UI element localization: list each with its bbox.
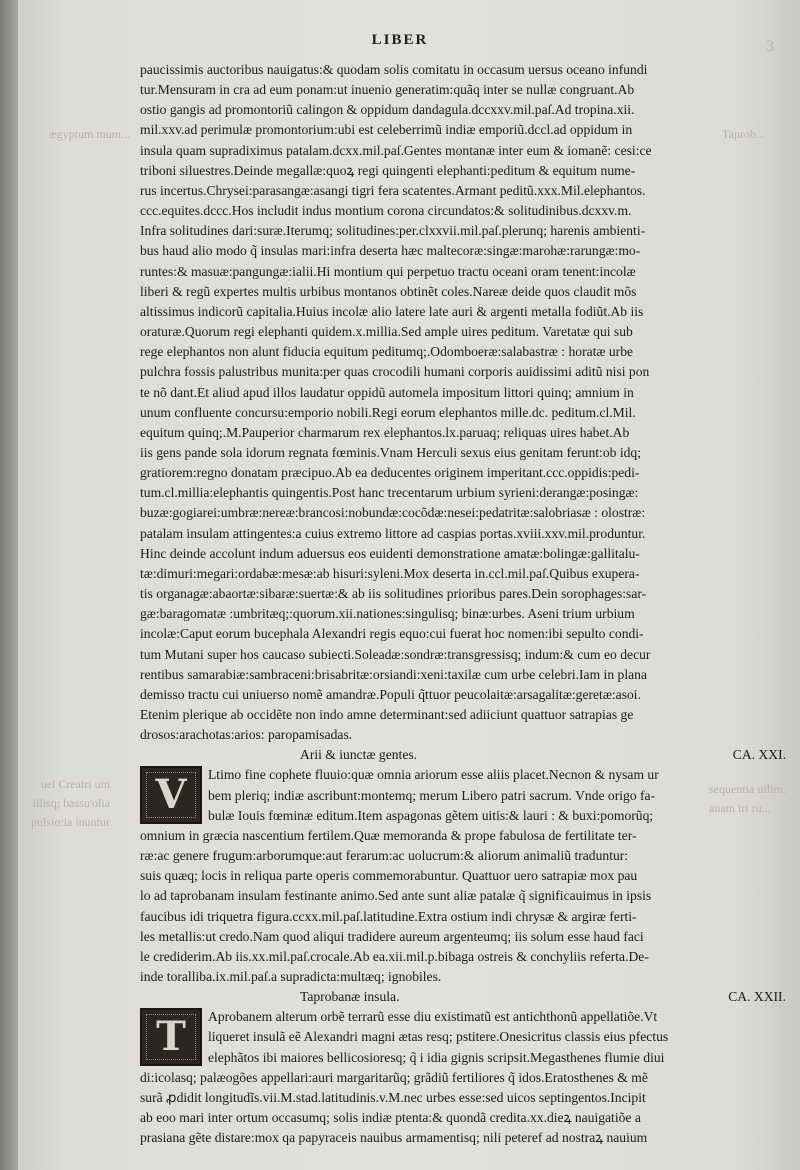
text-line: omnium in græcia nascentium fertilem.Quæ memoranda & prope fabulosa de fertilitate ter- xyxy=(140,827,637,843)
text-line: le crediderim.Ab iis.xx.mil.paſ.crocale.Ab ea.xii.mil.p.bibaga ostreis & conchyliis referta.De- xyxy=(140,948,649,964)
text-line: te nõ dant.Et aliud apud illos laudatur oppidũ automela impositum littori quinq; amnium in xyxy=(140,384,634,400)
text-line: bulæ Iouis fœminæ editum.Item aspagonas gẽtem uitis:& lauri : & buxi:pomorũq; xyxy=(208,807,654,823)
chapter-heading-xxi xyxy=(140,745,788,765)
text-line: prasiana gẽte distare:mox qa papyraceis nauibus armamentisq; nili peteref ad nostraꝝ nauium xyxy=(140,1130,648,1146)
text-line: ræ:ac genere frugum:arborumque:aut ferarum:ac uolucrum:& aliorum animaliũ traduntur: xyxy=(140,848,629,864)
text-line: pulchra fossis palustribus munita:per quas crocodili humani corporis auidissimi aditũ nisi pon xyxy=(140,364,650,380)
chapter-heading-xxii xyxy=(140,987,788,1007)
main-text-block xyxy=(140,60,788,1148)
text-line: runtes:& masuæ:pangungæ:ialii.Hi montium qui perpetuo tractu oceani oram tenent:incolæ xyxy=(140,263,636,279)
text-line: equitum quinq;.M.Pauperior charmarum rex elephantos.lx.paruaq; reliquas uires habet.Ab xyxy=(140,424,630,440)
text-line: tis organagæ:abaortæ:sibaræ:suertæ:& ab iis solitudines prioribus pares.Dein sorophages:sar- xyxy=(140,586,647,602)
chapter-xxii-text xyxy=(140,1068,788,1149)
text-line: paucissimis auctoribus nauigatus:& quodam solis comitatu in occasum uersus oceano infundi xyxy=(140,62,648,77)
text-line: mil.xxv.ad perimulæ promontorium:ubi est celeberrimũ indiæ emporiũ.dccl.ad oppidum in xyxy=(140,122,633,138)
text-line: Aprobanem alterum orbẽ terrarũ esse diu existimatũ est antichthonũ appellatiõe.Vt xyxy=(208,1009,658,1025)
initial-lines xyxy=(208,765,788,825)
text-line: incolæ:Caput eorum bucephala Alexandri regis equo:cui fuerat hoc nomen:ibi sepulto condi- xyxy=(140,626,644,642)
chapter-number: CA. XXII. xyxy=(728,989,786,1005)
text-line: drosos:arachotas:arios: paropamisadas. xyxy=(140,727,353,743)
decorated-initial-v: V xyxy=(140,766,202,824)
text-line: Etenim plerique ab occidẽte non indo amne determinant:sed adiiciunt quattuor satrapias ge xyxy=(140,707,634,722)
text-line: suis quæq; locis in reliqua parte operis commemorabuntur. Quattuor uero satrapiæ mox pau xyxy=(140,868,638,884)
decorated-initial-t: T xyxy=(140,1008,202,1066)
bleed-through-text-right: sequentia uilim: anam iri ru... xyxy=(709,782,786,815)
bleed-through-text-right-top: Taprob... xyxy=(722,127,765,141)
bleed-through-text-left: uel Creatri um illisq; bassu'olia pulsio:ia inuntur xyxy=(31,777,110,829)
text-line: les metallis:ut credo.Nam quod aliqui tradidere aureum argenteumq; iis solum esse haud faci xyxy=(140,928,644,944)
chapter-number: CA. XXI. xyxy=(732,747,786,763)
chapter-xxii-opening xyxy=(140,1007,788,1067)
body-paragraph xyxy=(140,60,788,745)
text-line: di:icolasq; palæogões appellari:auri margaritarũq; grãdiũ fertiliores q̃ idos.Eratosthenes & mẽ xyxy=(140,1069,648,1085)
chapter-title: Taprobanæ insula. xyxy=(300,989,400,1005)
initial-lines xyxy=(208,1007,788,1067)
folio-mark: 3 xyxy=(766,38,774,55)
text-line: bem pleriq; indiæ ascribunt:montemq; merum Libero patri sacrum. Vnde origo fa- xyxy=(208,787,656,803)
text-line: inde toralliba.ix.mil.paſ.a supradicta:multæq; ignobiles. xyxy=(140,969,442,985)
text-line: rus incertus.Chrysei:parasangæ:asangi tigri fera scatentes.Armant peditũ.xxx.Mil.elephantos. xyxy=(140,182,646,198)
text-line: Ltimo fine cophete fluuio:quæ omnia ariorum esse aliis placet.Necnon & nysam ur xyxy=(208,767,659,783)
text-line: tum Mutani super hos caucaso subiecti.Soleadæ:sondræ:transgressisq; indum:& cum eo decur xyxy=(140,646,651,662)
text-line: ostio gangis ad promontoriũ calingon & oppidum dandagula.dccxxv.mil.paſ.Ad tropina.xii. xyxy=(140,102,635,118)
text-line: oraturæ.Quorum regi elephanti quidem.x.millia.Sed ample uires peditum. Varetatæ qui sub xyxy=(140,324,633,340)
chapter-xxi-text xyxy=(140,826,788,987)
text-line: bus haud alio modo q̃ insulas mari:infra deserta hæc maltecoræ:singæ:marohæ:rarungæ:mo- xyxy=(140,243,641,259)
text-line: liqueret insulã eẽ Alexandri magni ætas resq; pstitere.Onesicritus classis eius pfectus xyxy=(208,1029,669,1045)
chapter-xxi-opening xyxy=(140,765,788,825)
text-line: lo ad taprobanam insulam festinante animo.Sed ante sunt aliæ patalæ q̃ significauimus in ipsis xyxy=(140,888,652,904)
text-line: patalam insulam attingentes:a cuius extremo littore ad caspias portas.xviii.xxv.mil.produntur. xyxy=(140,525,646,541)
text-line: rege elephantos non alunt fiducia equitum peditumq;.Odomboeræ:salabastræ : horatæ urbe xyxy=(140,344,634,360)
running-head: LIBER xyxy=(371,32,429,48)
text-line: tur.Mensuram in cra ad eum ponam:ut inuenio generatim:quãq inter se nullæ congruant.Ab xyxy=(140,82,635,98)
text-line: tæ:dimuri:megari:ordabæ:mesæ:ab hisuri:syleni.Mox deserta in.ccl.mil.paſ.Quibus exupera- xyxy=(140,565,640,581)
text-line: gratiorem:regno donatam præcipuo.Ab ea deducentes originem imperitant.ccc.oppidis:pedi- xyxy=(140,465,640,481)
text-line: unum confluente concursu:emporio nobili.Regi eorum elephantos mille.dc. peditum.cl.Mil. xyxy=(140,404,636,420)
text-line: Hinc deinde accolunt indum aduersus eos euidenti demonstratione amatæ:bolingæ:gallitalu- xyxy=(140,545,640,561)
text-line: tum.cl.millia:elephantis quingentis.Post hanc trecentarum urbium syrieni:derangæ:posingæ: xyxy=(140,485,639,501)
text-line: Infra solitudines dari:suræ.Iterumq; solitudines:per.clxxvii.mil.paſ.plerunq; harenis ambienti- xyxy=(140,223,646,239)
bleed-through-text-left-top: ægyptum mum... xyxy=(48,127,130,141)
text-line: surã ꝓdidit longitudĩs.vii.M.stad.latitudinis.v.M.nec urbes esse:sed uicos septingentos.Incipit xyxy=(140,1089,646,1105)
text-line: liberi & regũ expertes multis urbibus montanos obtinẽt coles.Nareæ deide quos claudit mõs xyxy=(140,283,637,299)
text-line: buzæ:gogiarei:umbræ:nereæ:brancosi:nobundæ:cocõdæ:nesei:pedatritæ:salobriasæ : olostræ: xyxy=(140,505,646,521)
book-gutter xyxy=(0,0,18,1170)
text-line: triboni siluestres.Deinde megallæ:quoꝝ regi quingenti elephanti:peditum & equitum nume- xyxy=(140,162,636,178)
text-line: insula quam supradiximus patalam.dcxx.mil.paſ.Gentes montanæ inter eum & iomanẽ: cesi:ce xyxy=(140,142,652,158)
text-line: rentibus samarabiæ:sambraceni:brisabritæ:orsiandi:xeni:taxilæ cum urbe celebri.Iam in plana xyxy=(140,666,647,682)
text-line: elephãtos ibi maiores bellicosioresq; q̃ i idia gignis scripsit.Megasthenes flumie diui xyxy=(208,1049,665,1065)
chapter-title: Arii & iunctæ gentes. xyxy=(300,747,418,763)
text-line: ccc.equites.dccc.Hos includit indus montium corona circundatos:& solitudinibus.dcxxv.m. xyxy=(140,203,632,219)
text-line: ab eoo mari inter ortum occasumq; solis indiæ ptenta:& quondã credita.xx.dieꝝ nauigatiõe a xyxy=(140,1110,641,1126)
text-line: gæ:baragomatæ :umbritæq;:quorum.xii.nationes:singulisq; binæ:urbes. Aseni trium urbium xyxy=(140,606,635,622)
text-line: demisso tractu cui uniuerso nomẽ amandræ.Populi q̃ttuor peucolaitæ:arsagalitæ:geretæ:asoi. xyxy=(140,686,641,702)
text-line: iis gens pande sola idorum regnata fœminis.Vnam Herculi sexus eius genitam ferunt:ob idq; xyxy=(140,444,641,460)
text-line: altissimus indicorũ capitalia.Huius incolæ alio latere late auri & argenti metalla fodiũt.Ab iis xyxy=(140,303,644,319)
text-line: faucibus idi triquetra figura.ccxx.mil.paſ.latitudine.Extra ostium indi chrysæ & argiræ ferti- xyxy=(140,908,637,924)
